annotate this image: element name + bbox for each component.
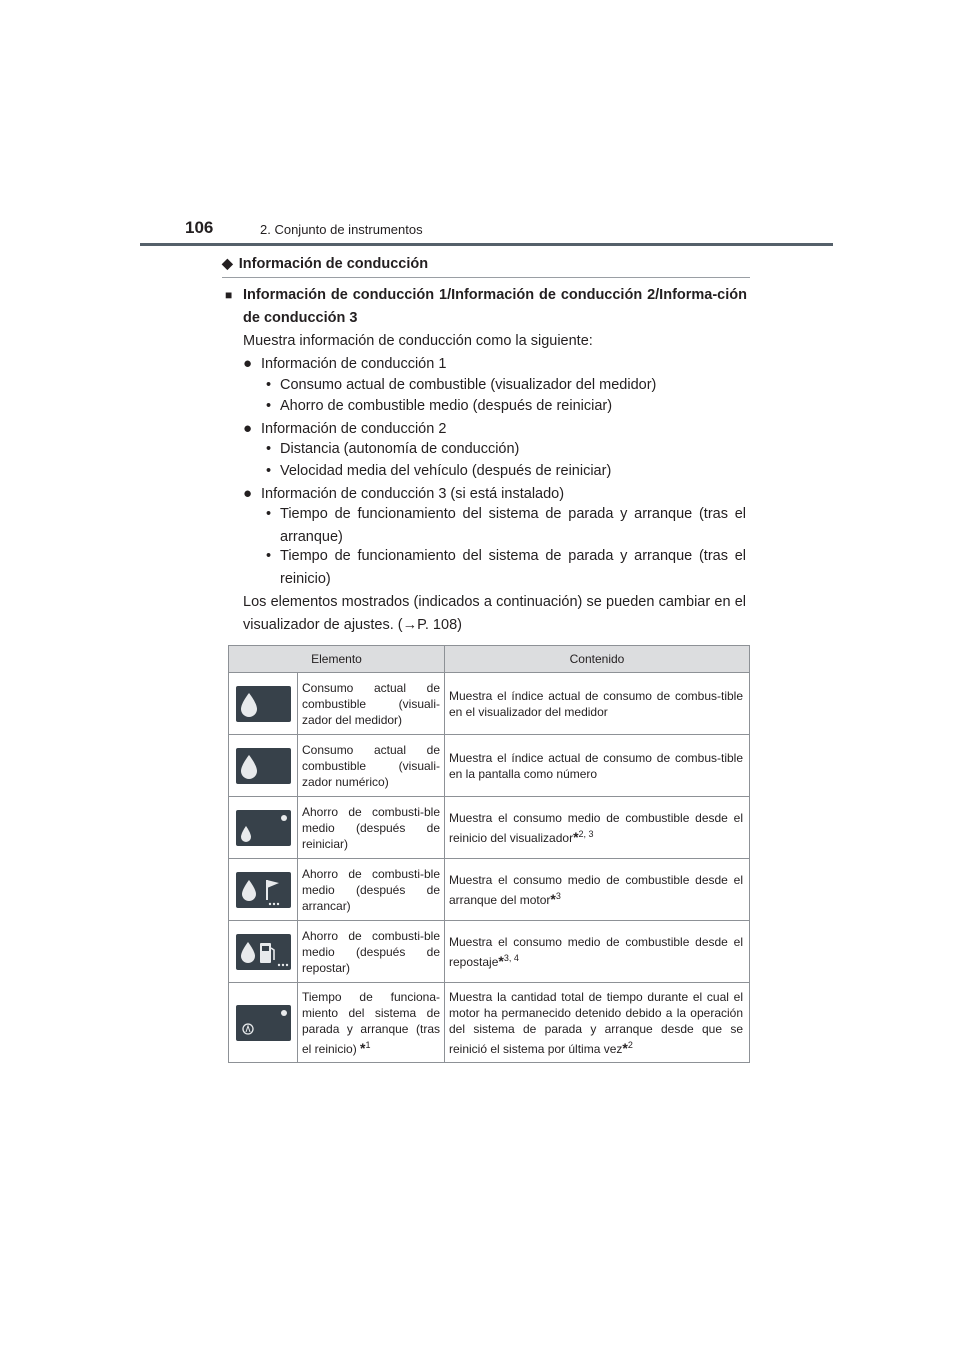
table-header-row	[229, 646, 750, 673]
bullet-dot-icon: ●	[243, 355, 253, 372]
fuel-drop-icon	[236, 686, 291, 722]
section-heading	[222, 255, 750, 278]
subsection-title-text: Información de conducción 1/Información de conducción 2/Informa-ción de conducción 3	[243, 287, 747, 326]
group-3-heading: ● Información de conducción 3 (si está instalado)	[243, 482, 564, 506]
list-item: • Velocidad media del vehículo (después de reiniciar)	[266, 463, 612, 479]
list-item: • Distancia (autonomía de conducción)	[266, 441, 520, 457]
list-item: • Consumo actual de combustible (visualizador del medidor)	[266, 377, 657, 393]
table-row	[229, 673, 750, 735]
fuel-drop-pump-icon	[236, 934, 291, 970]
section-title-text: Información de conducción	[238, 256, 429, 272]
item-description: Muestra el índice actual de consumo de combus-tible en el visualizador del medidor	[445, 673, 750, 735]
list-item: • Tiempo de funcionamiento del sistema de parada y arranque (tras el reinicio)	[266, 548, 746, 587]
diamond-icon: ◆	[222, 255, 233, 271]
list-item: • Ahorro de combustible medio (después de reiniciar)	[266, 398, 613, 414]
item-description: Muestra el índice actual de consumo de combus-tible en la pantalla como número	[445, 735, 750, 797]
bullet-dot-icon: ●	[243, 485, 253, 502]
header-rule	[140, 243, 833, 246]
item-name: Consumo actual de combustible (visuali-zador numérico)	[298, 735, 445, 797]
fuel-drop-icon	[236, 748, 291, 784]
table-row	[229, 735, 750, 797]
list-item: • Tiempo de funcionamiento del sistema de parada y arranque (tras el arranque)	[266, 506, 746, 545]
table-row	[229, 859, 750, 921]
item-description: Muestra el consumo medio de combustible desde el repostaje*$^{3, 4}$	[445, 921, 750, 983]
group-2-heading: ● Información de conducción 2	[243, 417, 446, 441]
fuel-drop-reset-icon	[236, 810, 291, 846]
bullet-dot-icon: ●	[243, 420, 253, 437]
item-description: Muestra el consumo medio de combustible desde el arranque del motor*$^3$	[445, 859, 750, 921]
subsection-heading	[225, 284, 747, 330]
intro-paragraph: Muestra información de conducción como la siguiente:	[243, 333, 593, 349]
group-1-heading: ● Información de conducción 1	[243, 352, 446, 376]
page-number: 106	[185, 218, 214, 237]
fuel-drop-flag-icon	[236, 872, 291, 908]
item-name: Tiempo de funciona-miento del sistema de parada y arranque (tras el reinicio) *$^1$	[298, 983, 445, 1063]
chapter-title: 2. Conjunto de instrumentos	[260, 222, 423, 237]
items-table	[228, 645, 750, 1063]
item-name: Ahorro de combusti-ble medio (después de repostar)	[298, 921, 445, 983]
outro-paragraph: Los elementos mostrados (indicados a continuación) se pueden cambiar en el visualizador de ajustes. (→P. 108)	[243, 594, 746, 633]
table-row	[229, 983, 750, 1063]
table-row	[229, 797, 750, 859]
column-header-content: Contenido	[445, 646, 750, 673]
column-header-element: Elemento	[229, 646, 445, 673]
table-row	[229, 921, 750, 983]
stop-start-icon	[236, 1005, 291, 1041]
item-name: Ahorro de combusti-ble medio (después de reiniciar)	[298, 797, 445, 859]
item-description: Muestra la cantidad total de tiempo durante el cual el motor ha permanecido detenido debido a la operación del sistema de parada y arranque desde que se reinició el sistema por última vez*$^2$	[445, 983, 750, 1063]
item-name: Ahorro de combusti-ble medio (después de arrancar)	[298, 859, 445, 921]
item-name: Consumo actual de combustible (visuali-zador del medidor)	[298, 673, 445, 735]
square-bullet-icon: ■	[225, 288, 233, 302]
item-description: Muestra el consumo medio de combustible desde el reinicio del visualizador*$^{2, 3}$	[445, 797, 750, 859]
